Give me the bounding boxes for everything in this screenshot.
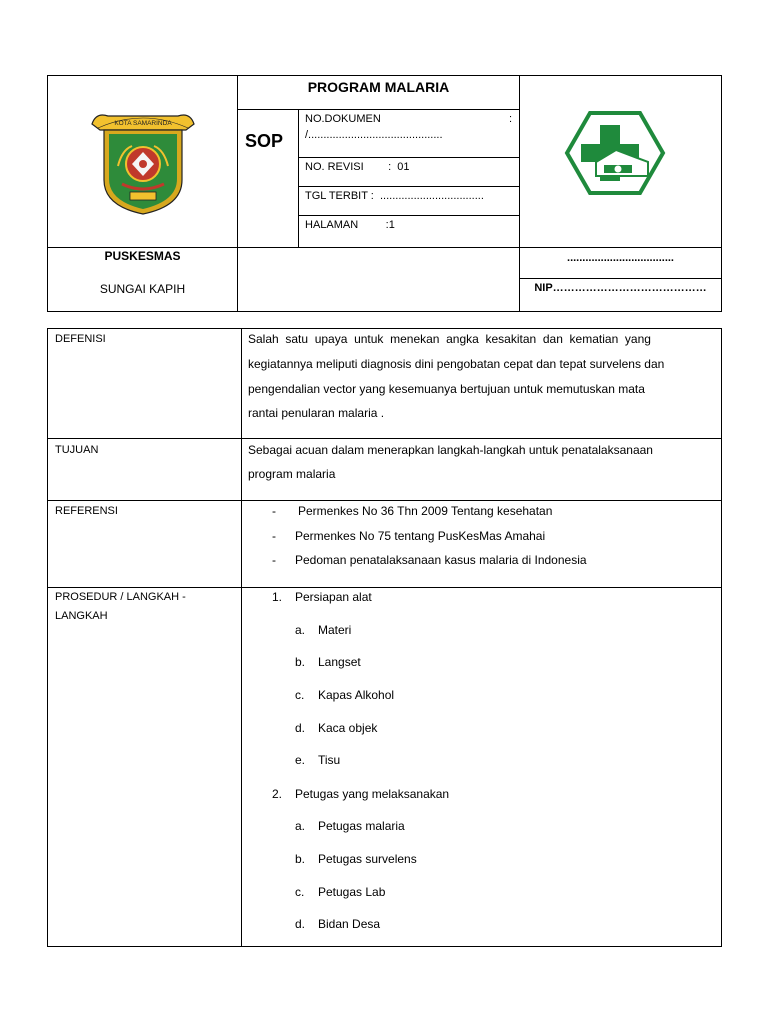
sub-item: Petugas survelens [318, 852, 417, 866]
program-title: PROGRAM MALARIA [307, 79, 450, 95]
row-label-defenisi: DEFENISI [55, 333, 106, 345]
tgl-terbit: TGL TERBIT : .................................. [305, 190, 484, 202]
defenisi-line: Salah satu upaya untuk menekan angka kesakitan dan kematian yang [248, 332, 651, 346]
sub-letter: d. [295, 917, 306, 931]
step-title: Petugas yang melaksanakan [295, 787, 450, 801]
tujuan-line: Sebagai acuan dalam menerapkan langkah-langkah untuk penatalaksanaan [248, 443, 653, 457]
defenisi-line: kegiatannya meliputi diagnosis dini pengobatan cepat dan tepat survelens dan [248, 357, 665, 371]
list-item: Permenkes No 36 Thn 2009 Tentang kesehatan [298, 504, 553, 518]
sub-letter: e. [295, 753, 306, 767]
tujuan-line: program malaria [248, 467, 336, 481]
sub-letter: b. [295, 655, 306, 669]
puskesmas-name: SUNGAI KAPIH [99, 282, 186, 296]
sub-letter: b. [295, 852, 306, 866]
row-label-tujuan: TUJUAN [55, 444, 99, 456]
nip-label: NIP…………………………………… [534, 282, 707, 294]
sub-item: Bidan Desa [318, 917, 381, 931]
puskesmas-logo-icon [564, 110, 666, 196]
list-bullet: - [272, 504, 276, 518]
row-label-prosedur: PROSEDUR / LANGKAH - [55, 591, 186, 603]
no-dokumen-colon: : [509, 113, 513, 125]
sub-letter: d. [295, 721, 306, 735]
no-revisi: NO. REVISI : 01 [305, 161, 410, 173]
sub-item: Materi [318, 623, 352, 637]
sub-item: Langset [318, 655, 361, 669]
sub-letter: c. [295, 688, 305, 702]
sub-letter: a. [295, 819, 306, 833]
sub-item: Kapas Alkohol [318, 688, 395, 702]
step-number: 2. [272, 787, 283, 801]
list-bullet: - [272, 553, 276, 567]
list-item: Pedoman penatalaksanaan kasus malaria di Indonesia [295, 553, 587, 567]
halaman: HALAMAN :1 [305, 219, 395, 231]
no-dokumen-label: NO.DOKUMEN [305, 113, 381, 125]
puskesmas-label: PUSKESMAS [104, 249, 181, 263]
seal-text: KOTA SAMARINDA [114, 120, 172, 127]
step-title: Persiapan alat [295, 590, 372, 604]
step-number: 1. [272, 590, 283, 604]
row-label-referensi: REFERENSI [55, 505, 118, 517]
city-seal-icon [88, 106, 198, 218]
sub-letter: c. [295, 885, 305, 899]
defenisi-line: pengendalian vector yang kesemuanya bertujuan untuk memutuskan mata [248, 382, 645, 396]
sop-label: SOP [245, 131, 284, 151]
sub-item: Petugas malaria [318, 819, 405, 833]
sub-item: Tisu [318, 753, 341, 767]
list-bullet: - [272, 529, 276, 543]
sub-item: Kaca objek [318, 721, 378, 735]
defenisi-line: rantai penularan malaria . [248, 406, 385, 420]
no-dokumen-value: /............................................ [305, 129, 443, 141]
sub-letter: a. [295, 623, 306, 637]
list-item: Permenkes No 75 tentang PusKesMas Amahai [295, 529, 546, 543]
row-label-prosedur-cont: LANGKAH [55, 610, 108, 622]
signature-dots: ................................... [567, 252, 674, 264]
sub-item: Petugas Lab [318, 885, 386, 899]
